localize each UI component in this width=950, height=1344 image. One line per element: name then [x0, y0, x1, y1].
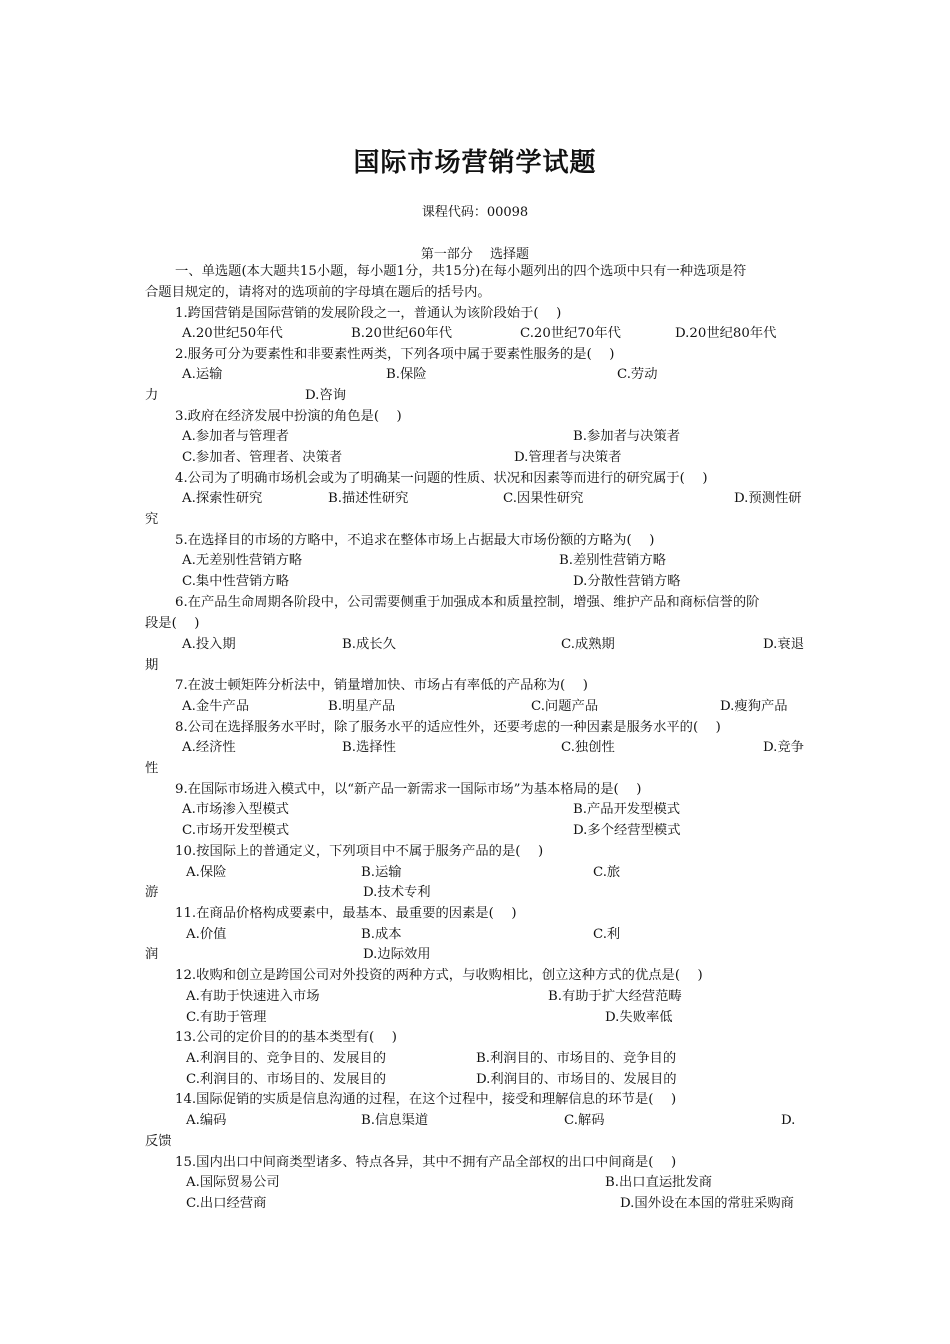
- option-c: C.20世纪70年代: [520, 326, 621, 341]
- option-b: B.参加者与决策者: [573, 429, 681, 444]
- question-stem: 6.在产品生命周期各阶段中，公司需要侧重于加强成本和质量控制，增强、维护产品和商标信誉的阶: [175, 595, 760, 610]
- option-d-wrap: 期: [145, 658, 159, 673]
- option-c: C.劳动: [617, 367, 658, 382]
- option-d: D.边际效用: [363, 947, 431, 962]
- question-stem: 10.按国际上的普通定义，下列项目中不属于服务产品的是( ): [175, 844, 544, 859]
- option-d: D.竞争: [763, 740, 805, 755]
- option-a: A.参加者与管理者: [182, 429, 289, 444]
- question-stem: 15.国内出口中间商类型诸多、特点各异，其中不拥有产品全部权的出口中间商是( ): [175, 1155, 677, 1170]
- option-a: A.价值: [186, 927, 227, 942]
- option-b: B.产品开发型模式: [573, 802, 681, 817]
- option-b: B.利润目的、市场目的、竞争目的: [476, 1051, 677, 1066]
- option-d: D.利润目的、市场目的、发展目的: [476, 1072, 677, 1087]
- option-d-wrap: 性: [145, 761, 159, 776]
- option-c-wrap: 润: [145, 947, 159, 962]
- option-d: D.技术专利: [363, 885, 431, 900]
- option-b: B.保险: [386, 367, 427, 382]
- question-stem: 7.在波士顿矩阵分析法中，销量增加快、市场占有率低的产品称为( ): [175, 678, 588, 693]
- option-a: A.探索性研究: [182, 491, 263, 506]
- option-d: D.: [781, 1113, 796, 1128]
- question-stem: 1.跨国营销是国际营销的发展阶段之一，普通认为该阶段始于( ): [175, 306, 562, 321]
- question-stem: 2.服务可分为要素性和非要素性两类，下列各项中属于要素性服务的是( ): [175, 347, 615, 362]
- option-b: B.信息渠道: [361, 1113, 429, 1128]
- option-d: D.20世纪80年代: [675, 326, 777, 341]
- question-stem: 12.收购和创立是跨国公司对外投资的两种方式，与收购相比，创立这种方式的优点是( ): [175, 968, 703, 983]
- option-b: B.差别性营销方略: [559, 553, 667, 568]
- question-stem: 9.在国际市场进入模式中，以“新产品一新需求一国际市场”为基本格局的是( ): [175, 782, 642, 797]
- course-code: 课程代码：00098: [421, 205, 529, 220]
- option-a: A.市场渗入型模式: [182, 802, 289, 817]
- option-a: A.国际贸易公司: [186, 1175, 280, 1190]
- option-d: D.瘦狗产品: [720, 699, 788, 714]
- section-intro-cont: 合题目规定的，请将对的选项前的字母填在题后的括号内。: [145, 285, 491, 300]
- question-stem-wrap: 段是( ): [145, 616, 200, 631]
- option-a: A.运输: [182, 367, 223, 382]
- option-b: B.选择性: [342, 740, 396, 755]
- question-stem: 14.国际促销的实质是信息沟通的过程，在这个过程中，接受和理解信息的环节是( ): [175, 1092, 677, 1107]
- option-b: B.描述性研究: [328, 491, 409, 506]
- option-a: A.经济性: [182, 740, 236, 755]
- part-heading: 第一部分 选择题: [420, 247, 530, 262]
- option-d: D.衰退: [763, 637, 805, 652]
- option-b: B.有助于扩大经营范畴: [548, 989, 682, 1004]
- option-a: A.无差别性营销方略: [182, 553, 303, 568]
- question-stem: 13.公司的定价目的的基本类型有( ): [175, 1030, 397, 1045]
- option-a: A.20世纪50年代: [182, 326, 283, 341]
- option-c: C.有助于管理: [186, 1010, 267, 1025]
- option-c: C.市场开发型模式: [182, 823, 290, 838]
- option-a: A.保险: [186, 865, 227, 880]
- option-c-wrap: 游: [145, 885, 159, 900]
- option-b: B.成长久: [342, 637, 396, 652]
- option-d-wrap: 究: [145, 512, 159, 527]
- option-d-wrap: 反馈: [145, 1134, 172, 1149]
- option-c: C.解码: [564, 1113, 605, 1128]
- option-b: B.出口直运批发商: [605, 1175, 713, 1190]
- option-a: A.有助于快速进入市场: [186, 989, 320, 1004]
- option-d: D.国外设在本国的常驻采购商: [620, 1196, 794, 1211]
- option-c: C.旅: [593, 865, 621, 880]
- option-b: B.明星产品: [328, 699, 396, 714]
- question-stem: 4.公司为了明确市场机会或为了明确某一问题的性质、状况和因素等而进行的研究属于( ): [175, 471, 708, 486]
- question-stem: 8.公司在选择服务水平时，除了服务水平的适应性外，还要考虑的一种因素是服务水平的( ): [175, 720, 721, 735]
- question-stem: 3.政府在经济发展中扮演的角色是( ): [175, 409, 402, 424]
- question-stem: 11.在商品价格构成要素中，最基本、最重要的因素是( ): [175, 906, 517, 921]
- option-d: D.分散性营销方略: [573, 574, 681, 589]
- option-c-wrap: 力: [145, 388, 159, 403]
- option-b: B.20世纪60年代: [351, 326, 453, 341]
- option-d: D.管理者与决策者: [514, 450, 622, 465]
- option-c: C.利: [593, 927, 621, 942]
- option-a: A.投入期: [182, 637, 236, 652]
- option-c: C.因果性研究: [503, 491, 584, 506]
- option-c: C.集中性营销方略: [182, 574, 290, 589]
- option-a: A.编码: [186, 1113, 227, 1128]
- option-c: C.问题产品: [531, 699, 599, 714]
- option-c: C.参加者、管理者、决策者: [182, 450, 343, 465]
- option-d: D.预测性研: [734, 491, 802, 506]
- option-a: A.金牛产品: [182, 699, 250, 714]
- option-d: D.失败率低: [605, 1010, 673, 1025]
- option-c: C.独创性: [561, 740, 615, 755]
- option-d: D.咨询: [305, 388, 347, 403]
- option-a: A.利润目的、竞争目的、发展目的: [186, 1051, 386, 1066]
- option-c: C.利润目的、市场目的、发展目的: [186, 1072, 387, 1087]
- question-stem: 5.在选择目的市场的方略中，不追求在整体市场上占据最大市场份额的方略为( ): [175, 533, 655, 548]
- option-d: D.多个经营型模式: [573, 823, 681, 838]
- option-c: C.出口经营商: [186, 1196, 267, 1211]
- option-c: C.成熟期: [561, 637, 615, 652]
- section-intro: 一、单选题(本大题共15小题，每小题1分，共15分)在每小题列出的四个选项中只有一种选项是符: [175, 264, 747, 279]
- option-b: B.成本: [361, 927, 402, 942]
- page-title: 国际市场营销学试题: [353, 148, 597, 178]
- option-b: B.运输: [361, 865, 402, 880]
